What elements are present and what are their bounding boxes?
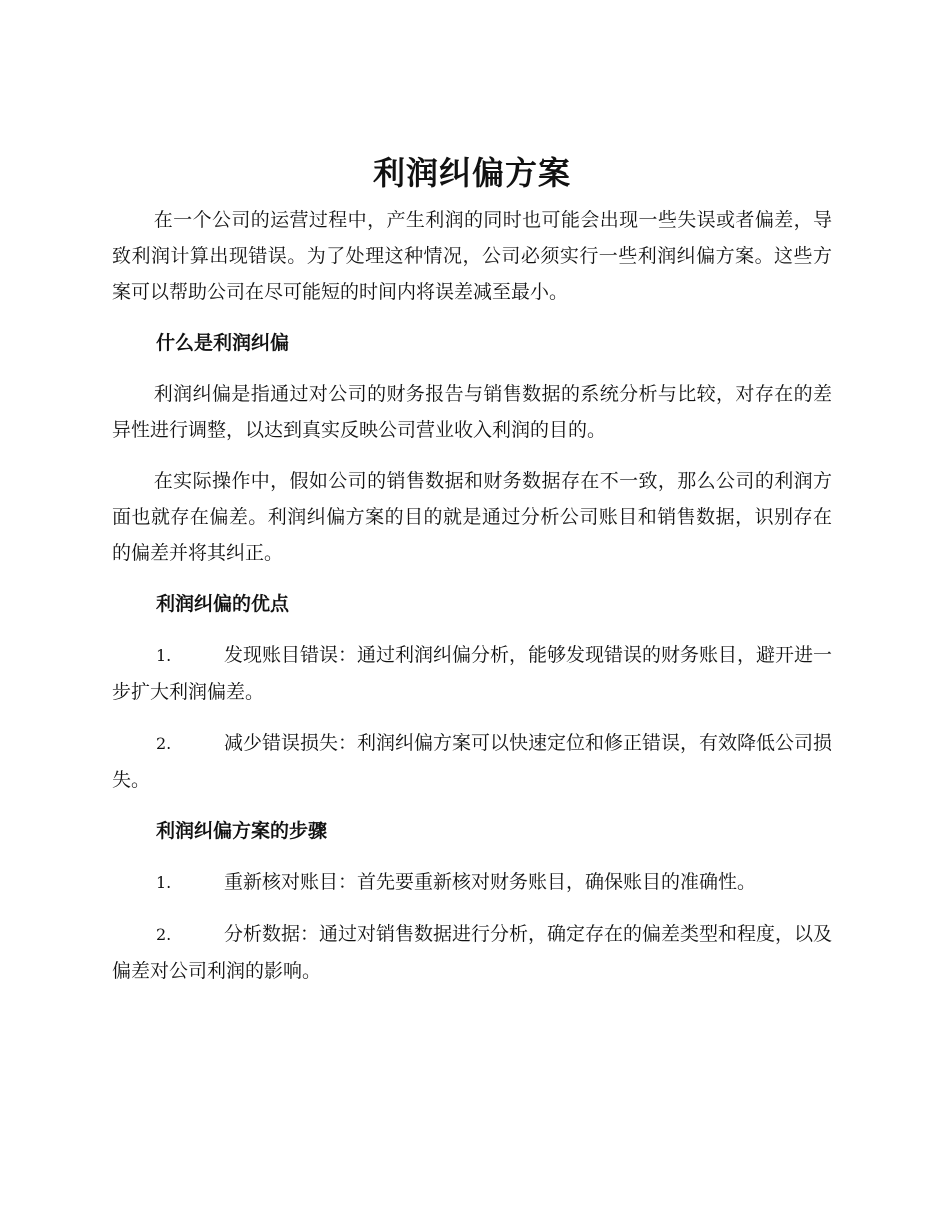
list-item xyxy=(112,916,832,989)
list-text: 发现账目错误：通过利润纠偏分析，能够发现错误的财务账目，避开进一步扩大利润偏差。 xyxy=(112,644,833,703)
document-page xyxy=(112,148,832,989)
list-item xyxy=(112,637,832,710)
list-text: 重新核对账目：首先要重新核对财务账目，确保账目的准确性。 xyxy=(224,871,757,893)
list-text: 减少错误损失：利润纠偏方案可以快速定位和修正错误，有效降低公司损失。 xyxy=(112,732,833,791)
document-title: 利润纠偏方案 xyxy=(372,154,571,192)
list-number: 1. xyxy=(156,873,172,892)
section-heading-advantages: 利润纠偏的优点 xyxy=(156,593,290,615)
list-text: 分析数据：通过对销售数据进行分析，确定存在的偏差类型和程度，以及偏差对公司利润的影响。 xyxy=(112,923,833,982)
practice-paragraph: 在实际操作中，假如公司的销售数据和财务数据存在不一致，那么公司的利润方面也就存在偏差。利润纠偏方案的目的就是通过分析公司账目和销售数据，识别存在的偏差并将其纠正。 xyxy=(112,470,832,564)
list-number: 2. xyxy=(156,925,172,944)
list-item xyxy=(112,725,832,798)
section-heading-what-is: 什么是利润纠偏 xyxy=(156,332,290,354)
intro-paragraph: 在一个公司的运营过程中，产生利润的同时也可能会出现一些失误或者偏差，导致利润计算出现错误。为了处理这种情况，公司必须实行一些利润纠偏方案。这些方案可以帮助公司在尽可能短的时间内将误差减至最小。 xyxy=(112,209,832,303)
section-heading-steps: 利润纠偏方案的步骤 xyxy=(156,820,328,842)
definition-paragraph: 利润纠偏是指通过对公司的财务报告与销售数据的系统分析与比较，对存在的差异性进行调整，以达到真实反映公司营业收入利润的目的。 xyxy=(112,383,832,441)
list-number: 1. xyxy=(156,646,172,665)
list-item xyxy=(112,864,832,901)
list-number: 2. xyxy=(156,734,172,753)
